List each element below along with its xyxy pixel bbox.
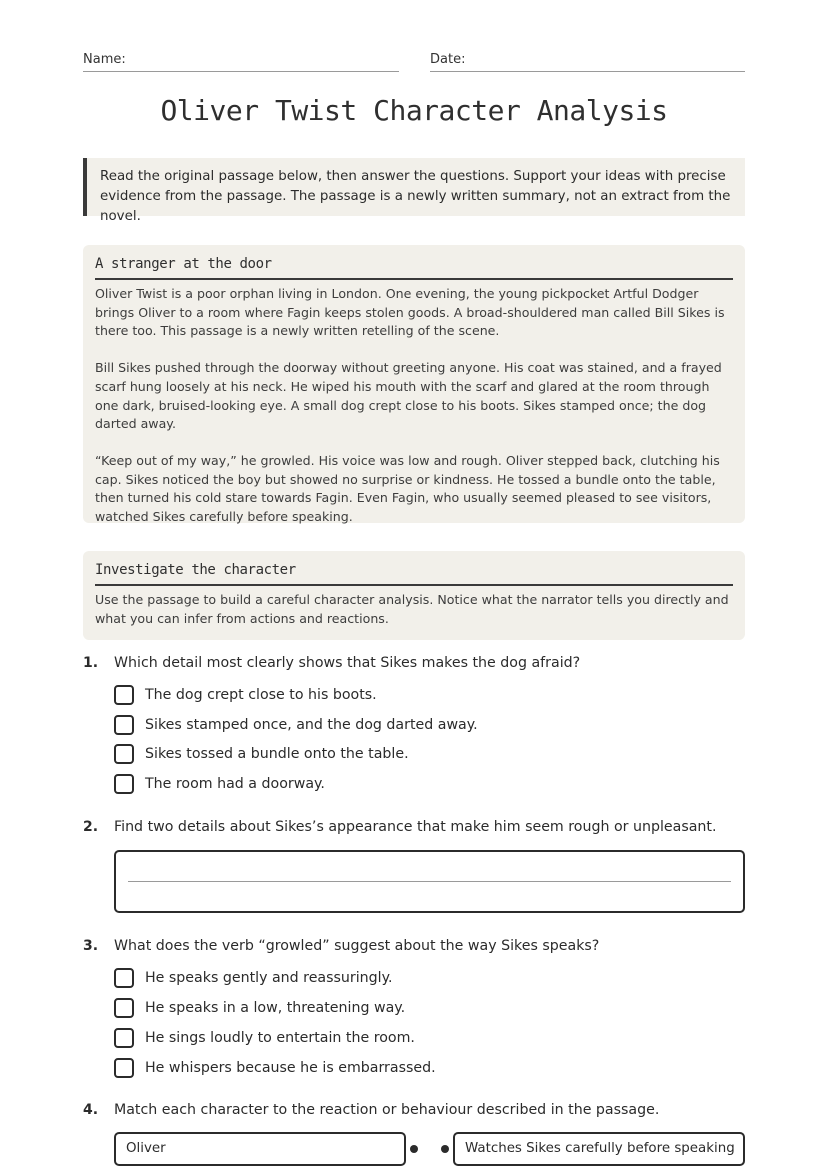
checkbox[interactable]: [114, 774, 134, 794]
answer-option[interactable]: [114, 967, 393, 989]
checkbox[interactable]: [114, 1058, 134, 1078]
question-text: Match each character to the reaction or behaviour described in the passage.: [114, 1102, 660, 1118]
option-label: He speaks gently and reassuringly.: [145, 970, 393, 986]
match-connector-dot[interactable]: [441, 1145, 449, 1153]
story-paragraph: Bill Sikes pushed through the doorway without greeting anyone. His coat was stained, and a frayed scarf hung loosely at his neck. He wiped his mouth with the scarf and glared at the room through one dark, bruised-looking eye. A small dog crept close to his boots. Sikes stamped once; the dog darted away.: [95, 360, 722, 432]
checkbox[interactable]: [114, 685, 134, 705]
answer-option[interactable]: [114, 1027, 415, 1049]
option-label: The room had a doorway.: [145, 776, 325, 792]
answer-option[interactable]: [114, 773, 325, 795]
match-item-right[interactable]: Watches Sikes carefully before speaking: [453, 1132, 745, 1166]
question-number: 1.: [83, 655, 99, 671]
option-label: Sikes tossed a bundle onto the table.: [145, 746, 409, 762]
question-text: Find two details about Sikes’s appearance that make him seem rough or unpleasant.: [114, 819, 717, 835]
writing-line: [128, 881, 731, 882]
investigate-text: Use the passage to build a careful character analysis. Notice what the narrator tells you directly and what you can infer from actions and reactions.: [95, 592, 729, 626]
answer-option[interactable]: [114, 743, 409, 765]
answer-option[interactable]: [114, 997, 405, 1019]
checkbox[interactable]: [114, 744, 134, 764]
story-heading: A stranger at the door: [95, 256, 733, 280]
checkbox[interactable]: [114, 715, 134, 735]
answer-textbox[interactable]: [114, 850, 745, 913]
option-label: The dog crept close to his boots.: [145, 687, 377, 703]
story-paragraph: Oliver Twist is a poor orphan living in London. One evening, the young pickpocket Artful Dodger brings Oliver to a room where Fagin keeps stolen goods. A broad-shouldered man called Bill Sikes is there too. This passage is a newly written retelling of the scene.: [95, 286, 725, 339]
question-number: 3.: [83, 938, 99, 954]
investigate-heading: Investigate the character: [95, 562, 733, 586]
checkbox[interactable]: [114, 1028, 134, 1048]
match-connector-dot[interactable]: [410, 1145, 418, 1153]
question-number: 4.: [83, 1102, 99, 1118]
option-label: He speaks in a low, threatening way.: [145, 1000, 406, 1016]
match-item-left[interactable]: Oliver: [114, 1132, 406, 1166]
question-text: What does the verb “growled” suggest about the way Sikes speaks?: [114, 938, 600, 954]
date-label: Date:: [430, 52, 466, 67]
name-line[interactable]: [83, 71, 399, 72]
story-paragraph: “Keep out of my way,” he growled. His voice was low and rough. Oliver stepped back, clutching his cap. Sikes noticed the boy but showed no surprise or kindness. He tossed a bundle onto the table, then turned his cold stare towards Fagin. Even Fagin, who usually seemed pleased to see visitors, watched Sikes carefully before speaking.: [95, 452, 720, 525]
checkbox[interactable]: [114, 968, 134, 988]
name-label: Name:: [83, 52, 126, 67]
option-label: He sings loudly to entertain the room.: [145, 1030, 415, 1046]
date-field[interactable]: [430, 52, 745, 72]
instructions-box: Read the original passage below, then answer the questions. Support your ideas with precise evidence from the passage. The passage is a newly written summary, not an extract from the novel.: [83, 158, 745, 216]
answer-option[interactable]: [114, 1057, 436, 1079]
question-number: 2.: [83, 819, 99, 835]
option-label: Sikes stamped once, and the dog darted away.: [145, 717, 478, 733]
name-field[interactable]: [83, 52, 399, 72]
question-text: Which detail most clearly shows that Sikes makes the dog afraid?: [114, 655, 581, 671]
story-panel: [83, 245, 745, 523]
investigate-panel: [83, 551, 745, 640]
checkbox[interactable]: [114, 998, 134, 1018]
answer-option[interactable]: [114, 714, 478, 736]
date-line[interactable]: [430, 71, 745, 72]
answer-option[interactable]: [114, 684, 377, 706]
option-label: He whispers because he is embarrassed.: [145, 1060, 436, 1076]
page-title: Oliver Twist Character Analysis: [160, 94, 668, 127]
